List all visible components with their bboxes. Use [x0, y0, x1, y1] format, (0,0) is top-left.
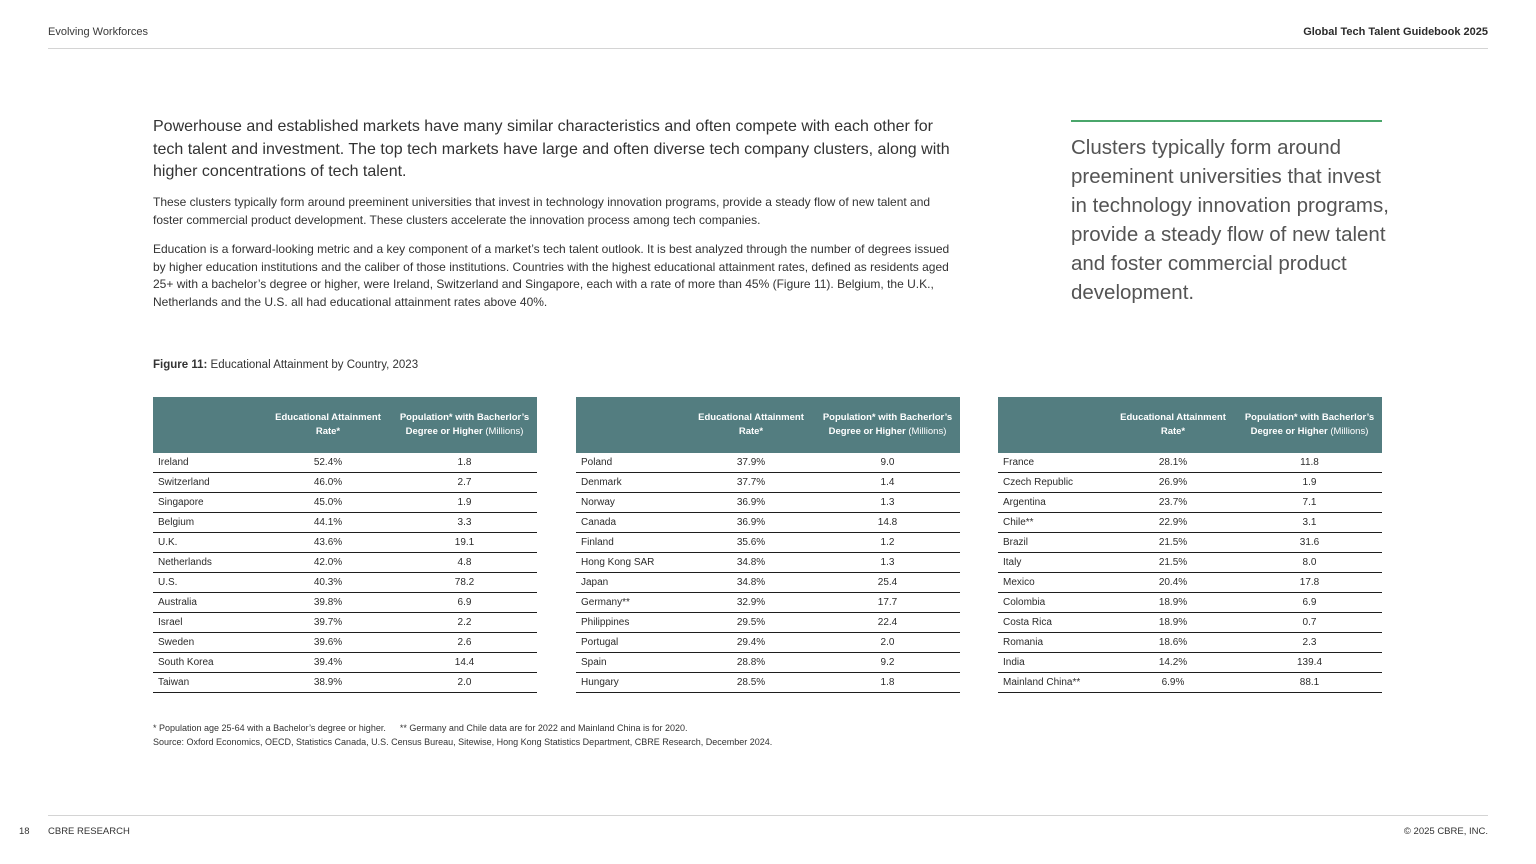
country-cell: Spain: [576, 653, 687, 673]
population-cell: 6.9: [1237, 593, 1382, 613]
country-cell: Denmark: [576, 473, 687, 493]
rate-cell: 39.4%: [264, 653, 392, 673]
country-column-header: [998, 397, 1109, 453]
rate-cell: 39.6%: [264, 633, 392, 653]
footnote-line: [153, 722, 772, 736]
country-column-header: [576, 397, 687, 453]
country-cell: Argentina: [998, 493, 1109, 513]
population-cell: 6.9: [392, 593, 537, 613]
table-row: [576, 613, 960, 633]
population-cell: 17.8: [1237, 573, 1382, 593]
table-header-row: [153, 397, 537, 453]
table-row: [153, 613, 537, 633]
country-cell: Ireland: [153, 453, 264, 473]
table-row: [576, 513, 960, 533]
population-cell: 1.2: [815, 533, 960, 553]
rate-cell: 36.9%: [687, 493, 815, 513]
population-cell: 8.0: [1237, 553, 1382, 573]
population-cell: 1.3: [815, 493, 960, 513]
country-cell: Australia: [153, 593, 264, 613]
attainment-table-2: [576, 397, 960, 693]
table-row: [998, 673, 1382, 693]
population-cell: 3.3: [392, 513, 537, 533]
population-header-unit: (Millions): [908, 426, 947, 437]
population-cell: 25.4: [815, 573, 960, 593]
country-cell: Mainland China**: [998, 673, 1109, 693]
footnote-years: ** Germany and Chile data are for 2022 and Mainland China is for 2020.: [399, 723, 688, 733]
document-title: Global Tech Talent Guidebook 2025: [1303, 26, 1488, 38]
table-row: [153, 653, 537, 673]
rate-cell: 28.1%: [1109, 453, 1237, 473]
country-cell: Italy: [998, 553, 1109, 573]
rate-cell: 22.9%: [1109, 513, 1237, 533]
country-cell: Singapore: [153, 493, 264, 513]
country-cell: Hungary: [576, 673, 687, 693]
table-header-row: [998, 397, 1382, 453]
population-cell: 1.9: [392, 493, 537, 513]
table-row: [576, 653, 960, 673]
population-header-label: Population* with Bacherlor’s Degree or Higher: [399, 411, 530, 437]
figure-caption: Educational Attainment by Country, 2023: [210, 359, 419, 371]
table-row: [576, 553, 960, 573]
country-cell: Israel: [153, 613, 264, 633]
population-cell: 3.1: [1237, 513, 1382, 533]
country-cell: Taiwan: [153, 673, 264, 693]
rate-cell: 45.0%: [264, 493, 392, 513]
rate-cell: 21.5%: [1109, 533, 1237, 553]
population-cell: 2.2: [392, 613, 537, 633]
rate-cell: 52.4%: [264, 453, 392, 473]
table-row: [153, 513, 537, 533]
rate-cell: 32.9%: [687, 593, 815, 613]
rate-cell: 6.9%: [1109, 673, 1237, 693]
table-row: [576, 533, 960, 553]
rate-cell: 34.8%: [687, 553, 815, 573]
country-cell: Finland: [576, 533, 687, 553]
population-cell: 1.9: [1237, 473, 1382, 493]
rate-column-header: Educational Attainment Rate*: [1109, 397, 1237, 453]
rate-cell: 44.1%: [264, 513, 392, 533]
table-row: [576, 473, 960, 493]
footer-divider: [48, 815, 1488, 816]
country-cell: Czech Republic: [998, 473, 1109, 493]
rate-cell: 18.6%: [1109, 633, 1237, 653]
population-column-header: [815, 397, 960, 453]
table-row: [576, 493, 960, 513]
rate-cell: 38.9%: [264, 673, 392, 693]
country-cell: Romania: [998, 633, 1109, 653]
rate-cell: 21.5%: [1109, 553, 1237, 573]
table-row: [576, 673, 960, 693]
country-cell: Brazil: [998, 533, 1109, 553]
rate-cell: 29.5%: [687, 613, 815, 633]
table-row: [998, 493, 1382, 513]
table-row: [998, 553, 1382, 573]
section-title: Evolving Workforces: [48, 26, 149, 38]
table-header-row: [576, 397, 960, 453]
country-cell: Netherlands: [153, 553, 264, 573]
figure-label: Figure 11:: [153, 359, 208, 371]
table-row: [153, 573, 537, 593]
header-divider: [48, 48, 1488, 49]
country-cell: Japan: [576, 573, 687, 593]
population-cell: 2.0: [815, 633, 960, 653]
table-body: [153, 453, 537, 693]
table-row: [153, 593, 537, 613]
table-notes: [153, 722, 772, 749]
table-row: [998, 573, 1382, 593]
country-cell: Colombia: [998, 593, 1109, 613]
rate-cell: 20.4%: [1109, 573, 1237, 593]
footnote-population: * Population age 25-64 with a Bachelor’s degree or higher.: [153, 723, 386, 733]
table-row: [153, 473, 537, 493]
figure-title: [153, 359, 418, 371]
population-cell: 4.8: [392, 553, 537, 573]
rate-column-header: Educational Attainment Rate*: [687, 397, 815, 453]
population-cell: 1.8: [392, 453, 537, 473]
population-cell: 14.4: [392, 653, 537, 673]
table-row: [153, 453, 537, 473]
population-cell: 1.4: [815, 473, 960, 493]
country-cell: Germany**: [576, 593, 687, 613]
population-cell: 0.7: [1237, 613, 1382, 633]
population-cell: 2.7: [392, 473, 537, 493]
population-cell: 1.8: [815, 673, 960, 693]
country-column-header: [153, 397, 264, 453]
country-cell: Costa Rica: [998, 613, 1109, 633]
pull-quote-rule: [1071, 120, 1382, 122]
rate-cell: 35.6%: [687, 533, 815, 553]
table-row: [153, 553, 537, 573]
table-row: [998, 653, 1382, 673]
country-cell: Canada: [576, 513, 687, 533]
population-cell: 1.3: [815, 553, 960, 573]
population-cell: 7.1: [1237, 493, 1382, 513]
rate-column-header: Educational Attainment Rate*: [264, 397, 392, 453]
table-row: [998, 593, 1382, 613]
body-paragraph-1: These clusters typically form around preeminent universities that invest in technology innovation programs, provide a steady flow of new talent and foster commercial product development. These clusters accelerate the innovation process among tech companies.: [153, 195, 931, 227]
body-paragraph-2: Education is a forward-looking metric and a key component of a market’s tech talent outlook. It is best analyzed through the number of degrees issued by higher education institutions and the caliber of those institutions. Countries with the highest educational attainment rates, defined as residents aged 25+ with a bachelor’s degree or higher, were Ireland, Switzerland and Singapore, each with a rate of more than 45% (Figure 11). Belgium, the U.K., Netherlands and the U.S. all had educational attainment rates above 40%.: [153, 242, 950, 309]
rate-cell: 34.8%: [687, 573, 815, 593]
pull-quote: Clusters typically form around preeminent universities that invest in technology innovation programs, provide a steady flow of new talent and foster commercial product development.: [1071, 136, 1389, 304]
population-cell: 11.8: [1237, 453, 1382, 473]
rate-cell: 43.6%: [264, 533, 392, 553]
population-cell: 14.8: [815, 513, 960, 533]
rate-cell: 37.9%: [687, 453, 815, 473]
country-cell: Sweden: [153, 633, 264, 653]
population-cell: 31.6: [1237, 533, 1382, 553]
population-header-label: Population* with Bacherlor’s Degree or Higher: [1244, 411, 1375, 437]
table-row: [998, 513, 1382, 533]
table-row: [998, 473, 1382, 493]
population-column-header: [392, 397, 537, 453]
table-row: [576, 453, 960, 473]
population-cell: 88.1: [1237, 673, 1382, 693]
population-header-unit: (Millions): [485, 426, 524, 437]
rate-cell: 28.8%: [687, 653, 815, 673]
table-body: [998, 453, 1382, 693]
country-cell: India: [998, 653, 1109, 673]
rate-cell: 14.2%: [1109, 653, 1237, 673]
population-cell: 2.3: [1237, 633, 1382, 653]
page-number: 18: [19, 826, 30, 837]
country-cell: Hong Kong SAR: [576, 553, 687, 573]
attainment-table-3: [998, 397, 1382, 693]
table-row: [998, 533, 1382, 553]
table-row: [153, 633, 537, 653]
country-cell: South Korea: [153, 653, 264, 673]
population-cell: 9.2: [815, 653, 960, 673]
table-row: [153, 493, 537, 513]
population-cell: 2.0: [392, 673, 537, 693]
table-row: [998, 613, 1382, 633]
population-cell: 22.4: [815, 613, 960, 633]
table-row: [998, 633, 1382, 653]
table-row: [153, 533, 537, 553]
population-header-unit: (Millions): [1330, 426, 1369, 437]
country-cell: Norway: [576, 493, 687, 513]
rate-cell: 37.7%: [687, 473, 815, 493]
rate-cell: 18.9%: [1109, 613, 1237, 633]
population-cell: 9.0: [815, 453, 960, 473]
population-header-label: Population* with Bacherlor’s Degree or Higher: [822, 411, 953, 437]
country-cell: Switzerland: [153, 473, 264, 493]
rate-cell: 18.9%: [1109, 593, 1237, 613]
table-row: [153, 673, 537, 693]
country-cell: Philippines: [576, 613, 687, 633]
country-cell: France: [998, 453, 1109, 473]
rate-cell: 39.7%: [264, 613, 392, 633]
country-cell: Belgium: [153, 513, 264, 533]
rate-cell: 28.5%: [687, 673, 815, 693]
population-cell: 19.1: [392, 533, 537, 553]
country-cell: U.S.: [153, 573, 264, 593]
population-cell: 2.6: [392, 633, 537, 653]
lead-paragraph: Powerhouse and established markets have many similar characteristics and often compete with each other for tech talent and investment. The top tech markets have large and often diverse tech company clusters, along with higher concentrations of tech talent.: [153, 118, 950, 180]
country-cell: Poland: [576, 453, 687, 473]
rate-cell: 29.4%: [687, 633, 815, 653]
rate-cell: 42.0%: [264, 553, 392, 573]
copyright: © 2025 CBRE, INC.: [1403, 826, 1488, 837]
rate-cell: 23.7%: [1109, 493, 1237, 513]
source-note: Source: Oxford Economics, OECD, Statistics Canada, U.S. Census Bureau, Sitewise, Hong Kong Statistics Department, CBRE Research, December 2024.: [153, 736, 773, 747]
country-cell: Portugal: [576, 633, 687, 653]
country-cell: U.K.: [153, 533, 264, 553]
rate-cell: 39.8%: [264, 593, 392, 613]
table-row: [576, 573, 960, 593]
table-row: [576, 593, 960, 613]
attainment-table-1: [153, 397, 537, 693]
table-row: [998, 453, 1382, 473]
country-cell: Chile**: [998, 513, 1109, 533]
population-column-header: [1237, 397, 1382, 453]
population-cell: 139.4: [1237, 653, 1382, 673]
rate-cell: 26.9%: [1109, 473, 1237, 493]
table-body: [576, 453, 960, 693]
footer-brand: CBRE RESEARCH: [48, 826, 130, 837]
rate-cell: 40.3%: [264, 573, 392, 593]
population-cell: 78.2: [392, 573, 537, 593]
population-cell: 17.7: [815, 593, 960, 613]
table-row: [576, 633, 960, 653]
rate-cell: 46.0%: [264, 473, 392, 493]
rate-cell: 36.9%: [687, 513, 815, 533]
country-cell: Mexico: [998, 573, 1109, 593]
